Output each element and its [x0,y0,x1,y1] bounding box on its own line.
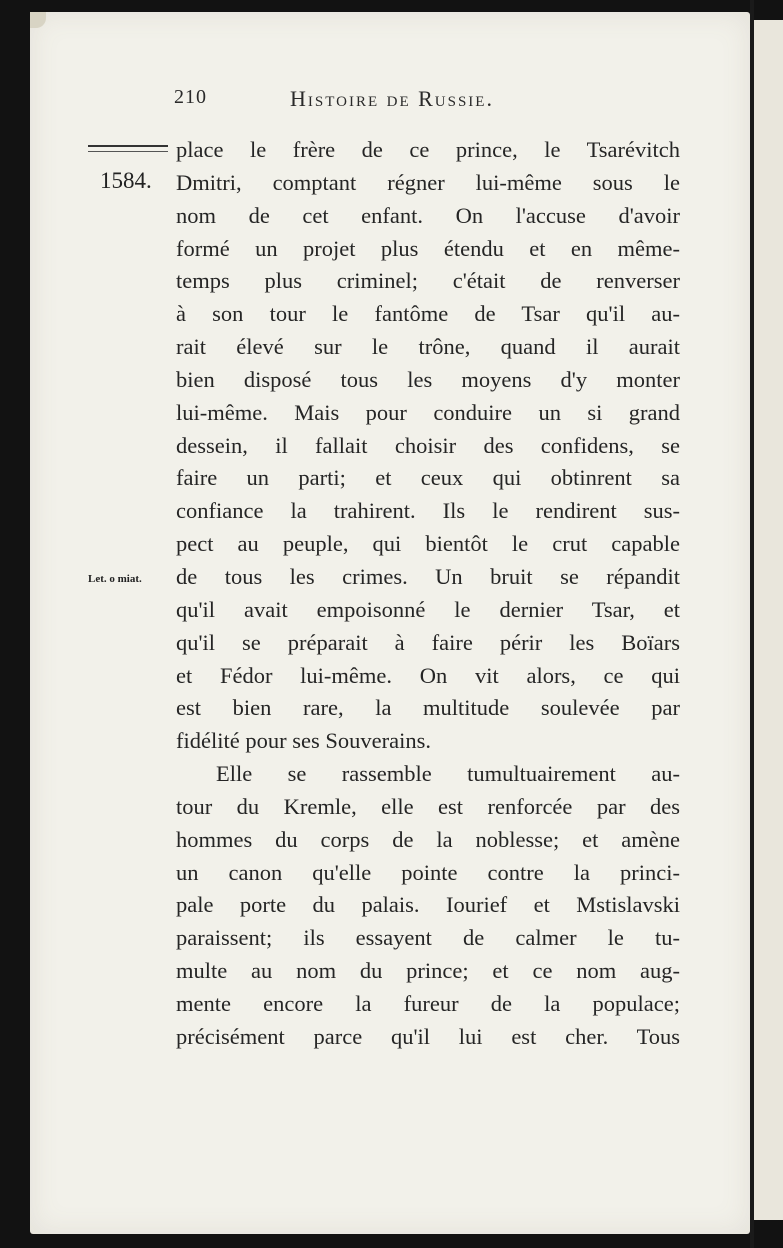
text-line: mente encore la fureur de la populace; [176,990,680,1016]
text-line: pale porte du palais. Iourief et Mstislavski [176,892,680,918]
page-number: 210 [174,86,207,108]
page-header [0,86,783,116]
text-line: temps plus criminel; c'était de renverser [176,268,680,294]
text-line: paraissent; ils essayent de calmer le tu- [176,925,680,951]
text-line: et Fédor lui-même. On vit alors, ce qui [176,662,680,688]
body-text [176,134,680,1054]
text-line: place le frère de ce prince, le Tsarévitch [176,137,680,162]
text-line: Dmitri, comptant régner lui-même sous le [176,169,680,195]
text-line: fidélité pour ses Souverains. [176,728,431,754]
margin-year: 1584. [100,168,152,193]
text-line: formé un projet plus étendu et en même- [176,235,680,261]
text-line: bien disposé tous les moyens d'y monter [176,366,680,392]
text-line: précisément parce qu'il lui est cher. Tous [176,1023,680,1049]
text-line: Elle se rassemble tumultuairement au- [216,761,680,787]
text-line: multe au nom du prince; et ce nom aug- [176,958,680,984]
text-line: confiance la trahirent. Ils le rendirent sus- [176,498,680,524]
margin-rule [88,145,168,152]
text-line: pect au peuple, qui bientôt le crut capable [176,531,680,557]
text-line: hommes du corps de la noblesse; et amène [176,826,680,852]
text-line: qu'il se préparait à faire périr les Boïars [176,629,680,655]
running-title: Histoire de Russie. [290,86,494,111]
text-line: nom de cet enfant. On l'accuse d'avoir [176,202,680,228]
text-line: est bien rare, la multitude soulevée par [176,695,680,721]
text-line: à son tour le fantôme de Tsar qu'il au- [176,301,680,327]
text-line: qu'il avait empoisonné le dernier Tsar, et [176,596,680,622]
text-line: lui-même. Mais pour conduire un si grand [176,399,680,425]
text-line: un canon qu'elle pointe contre la princi- [176,859,680,885]
text-line: dessein, il fallait choisir des confidens, se [176,432,680,458]
text-line: de tous les crimes. Un bruit se répandit [176,563,680,589]
adjacent-page-edge [754,20,783,1220]
text-line: faire un parti; et ceux qui obtinrent sa [176,465,680,491]
text-line: tour du Kremle, elle est renforcée par des [176,793,680,819]
margin-note: Let. o miat. [88,573,142,585]
text-line: rait élevé sur le trône, quand il aurait [176,334,680,360]
